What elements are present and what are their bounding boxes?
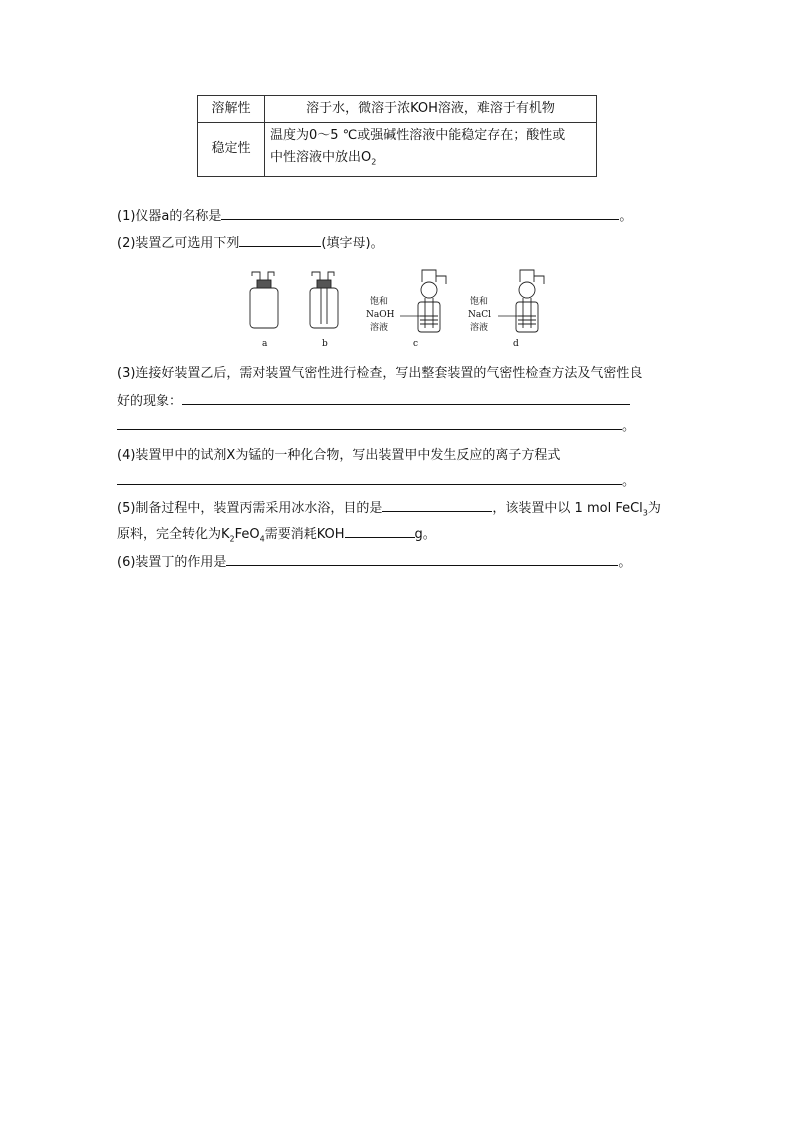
c-text-1: 饱和 [370, 297, 389, 307]
table-row [198, 96, 597, 123]
bottle-c [418, 270, 446, 332]
answer-blank[interactable] [226, 551, 618, 566]
table-row [198, 123, 597, 177]
answer-blank[interactable] [117, 470, 622, 485]
label-c: c [413, 339, 419, 349]
question-3-line1: (3)连接好装置乙后，需对装置气密性进行检查，写出整套装置的气密性检查方法及气密性良 [117, 366, 643, 381]
properties-table [197, 95, 597, 177]
answer-blank[interactable] [117, 415, 622, 430]
row-value: 溶于水，微溶于浓KOH溶液，难溶于有机物 [265, 96, 597, 123]
d-text-3: 溶液 [470, 323, 489, 333]
question-3-line3: 。 [117, 415, 635, 434]
label-b: b [322, 339, 328, 349]
label-d: d [513, 339, 519, 349]
gas-washing-bottles-figure [240, 266, 560, 350]
question-4-line2: 。 [117, 470, 635, 489]
c-text-3: 溶液 [370, 323, 389, 333]
row-value [265, 123, 597, 177]
question-6: (6)装置丁的作用是 。 [117, 551, 631, 570]
answer-blank[interactable] [239, 232, 321, 247]
bottle-b [310, 272, 338, 328]
d-text-2: NaCl [468, 310, 492, 320]
c-text-2: NaOH [366, 310, 395, 320]
question-4-line1: (4)装置甲中的试剂X为锰的一种化合物，写出装置甲中发生反应的离子方程式 [117, 448, 561, 463]
answer-blank[interactable] [382, 497, 492, 512]
question-2: (2)装置乙可选用下列 (填字母)。 [117, 232, 384, 251]
row-value-line1: 温度为0～5 ℃或强碱性溶液中能稳定存在；酸性或 [270, 128, 566, 143]
answer-blank[interactable] [221, 205, 619, 220]
question-5-line2: 原料，完全转化为$K_2FeO_4$需要消耗KOH g。 [117, 523, 436, 544]
answer-blank[interactable] [182, 390, 630, 405]
label-a: a [262, 339, 268, 349]
question-5-line1: (5)制备过程中，装置丙需采用冰水浴，目的是 ，该装置中以 1 mol FeCl$_3$为 [117, 497, 661, 518]
d-text-1: 饱和 [470, 297, 489, 307]
row-label: 稳定性 [198, 123, 265, 177]
bottle-d [516, 270, 544, 332]
row-value-line2: 中性溶液中放出$O_2$ [270, 150, 377, 167]
bottle-a [250, 272, 278, 328]
question-3-line2: 好的现象： [117, 390, 630, 409]
question-1: (1)仪器a的名称是 。 [117, 205, 632, 224]
row-label: 溶解性 [198, 96, 265, 123]
answer-blank[interactable] [345, 523, 415, 538]
